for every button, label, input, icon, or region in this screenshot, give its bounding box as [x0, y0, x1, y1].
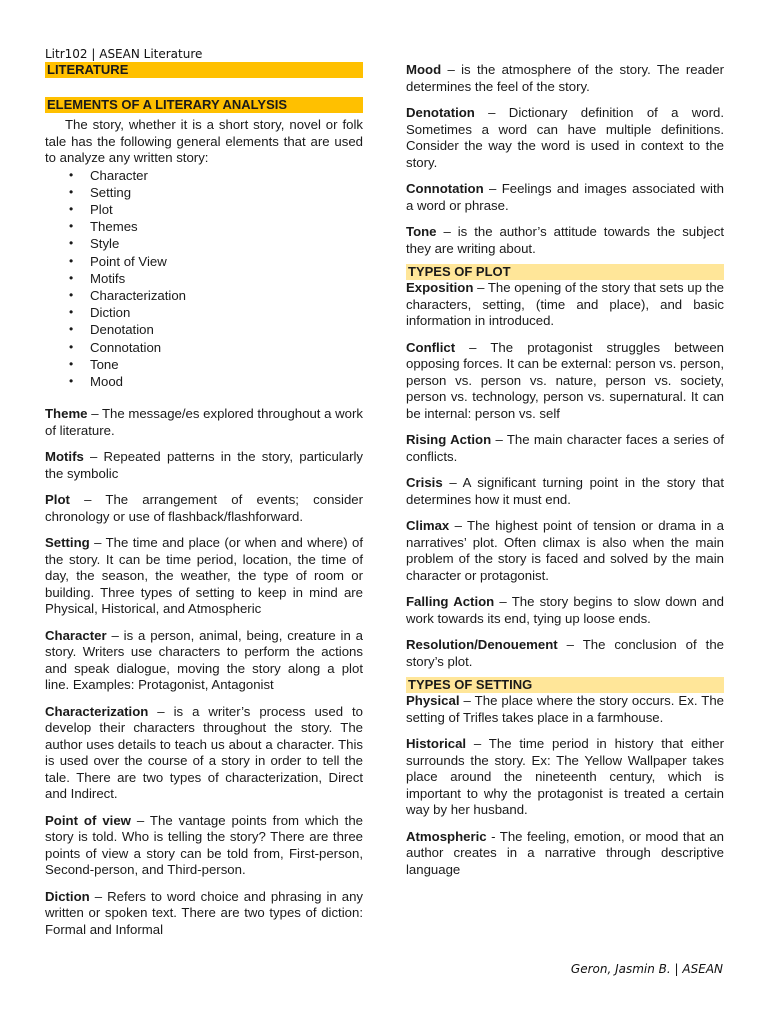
definition-term: Point of view [45, 812, 131, 828]
definition-motifs [45, 449, 363, 482]
definition-resolution-denouement [406, 637, 724, 670]
definition-text: – The vantage points from which the story is told. Who is telling the story? There are three points of view a story can be told from, First-person, Second-person, and Third-person. [45, 812, 363, 878]
definition-character [45, 628, 363, 694]
definition-historical [406, 736, 724, 819]
definition-term: Falling Action [406, 594, 495, 609]
list-item: • Setting [69, 184, 363, 201]
definition-crisis [406, 475, 724, 508]
definition-text: – The place where the story occurs. Ex. The setting of Trifles takes place in a farmhouse. [406, 693, 724, 725]
definition-falling-action [406, 594, 724, 627]
definition-diction [45, 889, 363, 939]
definition-term: Exposition [406, 280, 474, 295]
heading-literature: LITERATURE [45, 62, 363, 78]
list-item: • Style [69, 235, 363, 252]
intro-paragraph: The story, whether it is a short story, novel or folk tale has the following general elements that are used to analyze any written story: [45, 117, 363, 165]
list-item: • Connotation [69, 339, 363, 356]
definition-term: Denotation [406, 105, 475, 120]
heading-elements-of-literary-analysis: ELEMENTS OF A LITERARY ANALYSIS [45, 97, 363, 113]
definition-atmospheric [406, 829, 724, 879]
definition-connotation [406, 181, 724, 214]
list-item: • Motifs [69, 270, 363, 287]
definition-text: – is the atmosphere of the story. The reader determines the feel of the story. [406, 62, 724, 94]
right-column [406, 62, 724, 888]
definition-text: – The message/es explored throughout a work of literature. [45, 406, 363, 438]
definition-term: Crisis [406, 475, 443, 490]
definition-climax [406, 518, 724, 584]
definition-text: - The feeling, emotion, or mood that an author creates in a narrative through descriptive language [406, 828, 724, 877]
definition-mood [406, 62, 724, 95]
definition-text: – Repeated patterns in the story, particularly the symbolic [45, 449, 363, 481]
definition-text: – The time and place (or when and where) of the story. It can be time period, location, the time of day, the season, the weather, the type of room or building. Three types of setting to keep in mind are Physical, Historical, and Atmospheric [45, 535, 363, 617]
list-item: • Themes [69, 218, 363, 235]
definition-term: Characterization [45, 703, 149, 719]
definition-tone [406, 224, 724, 257]
definition-text: – A significant turning point in the story that determines how it must end. [406, 475, 724, 507]
list-item: • Diction [69, 304, 363, 321]
definition-setting [45, 535, 363, 618]
heading-types-of-plot: TYPES OF PLOT [406, 264, 724, 280]
definition-term: Historical [406, 736, 467, 751]
definition-text: – The conclusion of the story’s plot. [406, 637, 724, 669]
definition-text: – Feelings and images associated with a word or phrase. [406, 181, 724, 213]
definition-term: Rising Action [406, 432, 492, 447]
heading-types-of-setting: TYPES OF SETTING [406, 677, 724, 693]
definition-text: – The highest point of tension or drama in a narratives’ plot. Often climax is also when the main problem of the story is faced and solved by the main character or protagonist. [406, 518, 724, 583]
definition-term: Resolution/Denouement [406, 637, 558, 652]
list-item: • Tone [69, 356, 363, 373]
definition-rising-action [406, 432, 724, 465]
definition-exposition [406, 280, 724, 330]
definition-term: Diction [45, 888, 90, 904]
definition-physical [406, 693, 724, 726]
definition-term: Tone [406, 224, 437, 239]
definition-plot [45, 492, 363, 525]
elements-list [45, 167, 363, 391]
definition-theme [45, 406, 363, 439]
definition-term: Conflict [406, 339, 456, 355]
definition-term: Connotation [406, 181, 484, 196]
list-item: • Plot [69, 201, 363, 218]
definition-text: – Dictionary definition of a word. Sometimes a word can have multiple definitions. Consider the way the word is used in context to the story. [406, 105, 724, 170]
list-item: • Characterization [69, 287, 363, 304]
list-item: • Character [69, 167, 363, 184]
definition-term: Theme [45, 406, 88, 422]
definition-text: – The opening of the story that sets up the characters, setting, (time and place), and basic information in introduced. [406, 280, 724, 328]
document-header: Litr102 | ASEAN Literature [45, 47, 203, 61]
definition-point-of-view [45, 813, 363, 879]
definition-text: – is a person, animal, being, creature in a story. Writers use characters to perform the actions and speak dialogue, moving the story along a plot line. Examples: Protagonist, Antagonist [45, 627, 363, 693]
definition-term: Setting [45, 535, 90, 551]
definition-term: Character [45, 627, 107, 643]
definition-text: – The time period in history that either surrounds the story. Ex: The Yellow Wallpaper takes place around the nineteenth century, which is important to why the protagonist is treated a certain way by her husband. [406, 736, 724, 817]
definition-text: – The story begins to slow down and work towards its end, tying up loose ends. [406, 594, 724, 626]
definition-term: Climax [406, 518, 450, 533]
definition-term: Plot [45, 492, 70, 508]
definition-term: Physical [406, 693, 460, 708]
definition-characterization [45, 704, 363, 803]
definition-term: Motifs [45, 449, 84, 465]
definition-text: – The main character faces a series of conflicts. [406, 432, 724, 464]
definition-text: – The protagonist struggles between opposing forces. It can be external: person vs. person, person vs. person vs. nature, person vs. society, person vs. technology, person vs. supernatural. It can be internal: person vs. self [406, 339, 724, 421]
definition-text: – Refers to word choice and phrasing in any written or spoken text. There are two types of diction: Formal and Informal [45, 888, 363, 937]
list-item: • Denotation [69, 321, 363, 338]
definition-term: Atmospheric [406, 828, 487, 844]
definition-term: Mood [406, 62, 442, 77]
definition-denotation [406, 105, 724, 171]
definition-conflict [406, 340, 724, 423]
list-item: • Point of View [69, 253, 363, 270]
definition-text: – The arrangement of events; consider chronology or use of flashback/flashforward. [45, 492, 363, 524]
document-footer: Geron, Jasmin B. | ASEAN [570, 962, 723, 976]
list-item: • Mood [69, 373, 363, 390]
left-column [45, 62, 363, 948]
definition-text: – is a writer’s process used to develop their characters throughout the story. The author uses details to teach us about a character. This is used over the course of a story in order to tell the tale. There are two types of characterization, Direct and Indirect. [45, 703, 363, 802]
definition-text: – is the author’s attitude towards the subject they are writing about. [406, 224, 724, 256]
